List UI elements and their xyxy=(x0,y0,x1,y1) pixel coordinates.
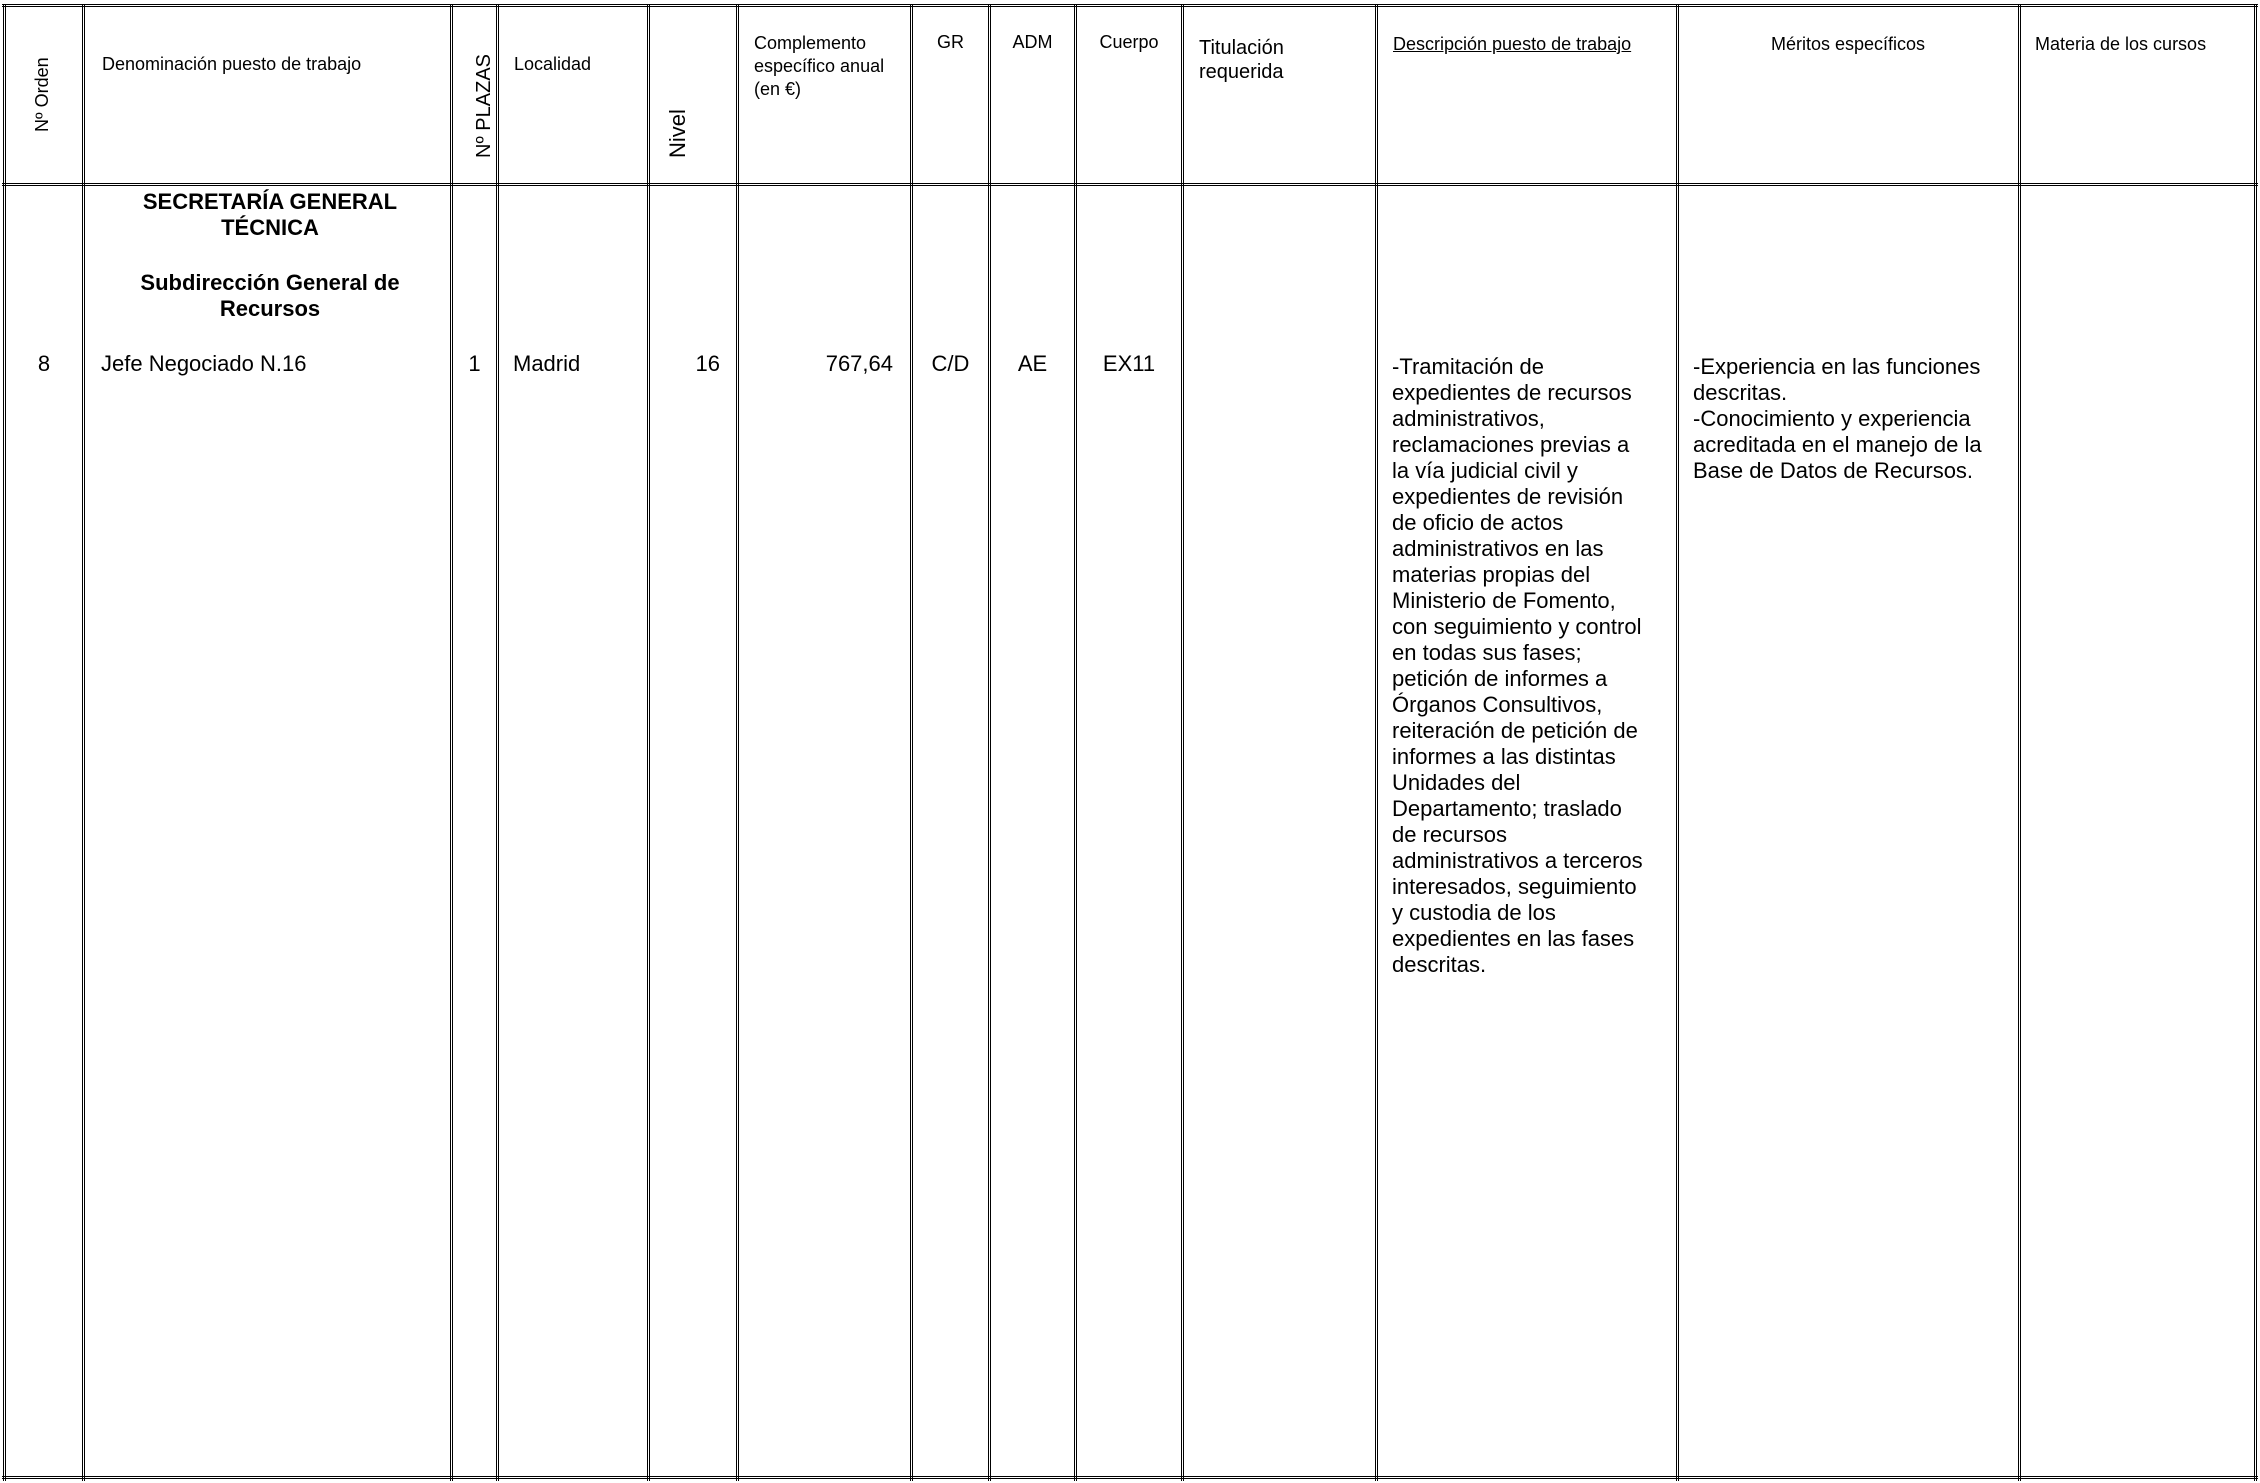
unit-title-line: SECRETARÍA GENERAL xyxy=(142,189,398,214)
header-gr: GR xyxy=(937,32,964,52)
text-line: -Tramitación de xyxy=(1392,354,1545,379)
col-border xyxy=(450,4,453,1481)
text-line: y custodia de los xyxy=(1392,900,1556,925)
cell-cuerpo: EX11 xyxy=(1102,351,1156,376)
text-line: reclamaciones previas a xyxy=(1392,432,1630,457)
header-plazas: Nº PLAZAS xyxy=(473,53,495,158)
text-line: expedientes de recursos xyxy=(1392,380,1632,405)
header-titulacion: Titulación requerida xyxy=(1199,37,1284,83)
cell-adm: AE xyxy=(1017,351,1048,376)
cell-complemento: 767,64 xyxy=(825,351,893,376)
text-line: interesados, seguimiento xyxy=(1392,874,1637,899)
cell-nivel: 16 xyxy=(695,351,720,376)
text-line: Unidades del xyxy=(1392,770,1521,795)
text-line: -Conocimiento y experiencia xyxy=(1693,406,1971,431)
table-bottom-border xyxy=(2,1476,2258,1479)
col-border xyxy=(496,4,499,1481)
text-line: de oficio de actos xyxy=(1392,510,1564,535)
cell-plazas: 1 xyxy=(468,351,481,376)
text-line: con seguimiento y control xyxy=(1392,614,1642,639)
header-complemento: Complemento específico anual (en €) xyxy=(754,33,885,99)
text-line: materias propias del xyxy=(1392,562,1591,587)
unit-subtitle xyxy=(120,270,420,322)
text-line: -Experiencia en las funciones xyxy=(1693,354,1981,379)
unit-title xyxy=(120,189,420,241)
header-orden: Nº Orden xyxy=(32,57,52,132)
text-line: descritas. xyxy=(1693,380,1788,405)
header-materia: Materia de los cursos xyxy=(2035,34,2207,54)
col-border xyxy=(2018,4,2021,1481)
header-localidad: Localidad xyxy=(514,54,592,74)
text-line: Ministerio de Fomento, xyxy=(1392,588,1616,613)
unit-subtitle-line: Recursos xyxy=(219,296,321,321)
header-bottom-border xyxy=(2,183,2258,186)
text-line: descritas. xyxy=(1392,952,1487,977)
cell-orden: 8 xyxy=(37,351,51,376)
text-line: expedientes en las fases xyxy=(1392,926,1635,951)
header-denominacion: Denominación puesto de trabajo xyxy=(102,54,362,74)
text-line: expedientes de revisión xyxy=(1392,484,1624,509)
col-border xyxy=(1181,4,1184,1481)
col-border xyxy=(647,4,650,1481)
header-cuerpo: Cuerpo xyxy=(1099,32,1159,52)
unit-title-line: TÉCNICA xyxy=(221,215,319,240)
header-descripcion: Descripción puesto de trabajo xyxy=(1393,34,1632,54)
text-line: administrativos a terceros xyxy=(1392,848,1643,873)
col-border xyxy=(82,4,85,1481)
col-border xyxy=(1676,4,1679,1481)
text-line: administrativos, xyxy=(1392,406,1545,431)
col-border xyxy=(1375,4,1378,1481)
text-line: en todas sus fases; xyxy=(1392,640,1582,665)
col-border xyxy=(2254,4,2257,1481)
text-line: acreditada en el manejo de la xyxy=(1693,432,1982,457)
col-border xyxy=(910,4,913,1481)
text-line: reiteración de petición de xyxy=(1392,718,1638,743)
col-border xyxy=(1074,4,1077,1481)
text-line: petición de informes a xyxy=(1392,666,1608,691)
text-line: Departamento; traslado xyxy=(1392,796,1622,821)
col-border xyxy=(736,4,739,1481)
text-line: administrativos en las xyxy=(1392,536,1604,561)
text-line: informes a las distintas xyxy=(1392,744,1616,769)
header-nivel: Nivel xyxy=(665,109,690,158)
table-top-border xyxy=(2,4,2258,7)
text-line: de recursos xyxy=(1392,822,1507,847)
text-line: Base de Datos de Recursos. xyxy=(1693,458,1974,483)
cell-denominacion: Jefe Negociado N.16 xyxy=(101,351,307,376)
col-border xyxy=(988,4,991,1481)
text-line: Órganos Consultivos, xyxy=(1392,692,1603,717)
cell-descripcion xyxy=(1392,354,1672,978)
header-adm: ADM xyxy=(1012,32,1053,52)
unit-subtitle-line: Subdirección General de xyxy=(140,270,400,295)
header-meritos: Méritos específicos xyxy=(1770,34,1926,54)
cell-localidad: Madrid xyxy=(513,351,581,376)
cell-meritos xyxy=(1693,354,2013,484)
text-line: la vía judicial civil y xyxy=(1392,458,1578,483)
col-border xyxy=(3,4,6,1481)
cell-gr: C/D xyxy=(931,351,970,376)
